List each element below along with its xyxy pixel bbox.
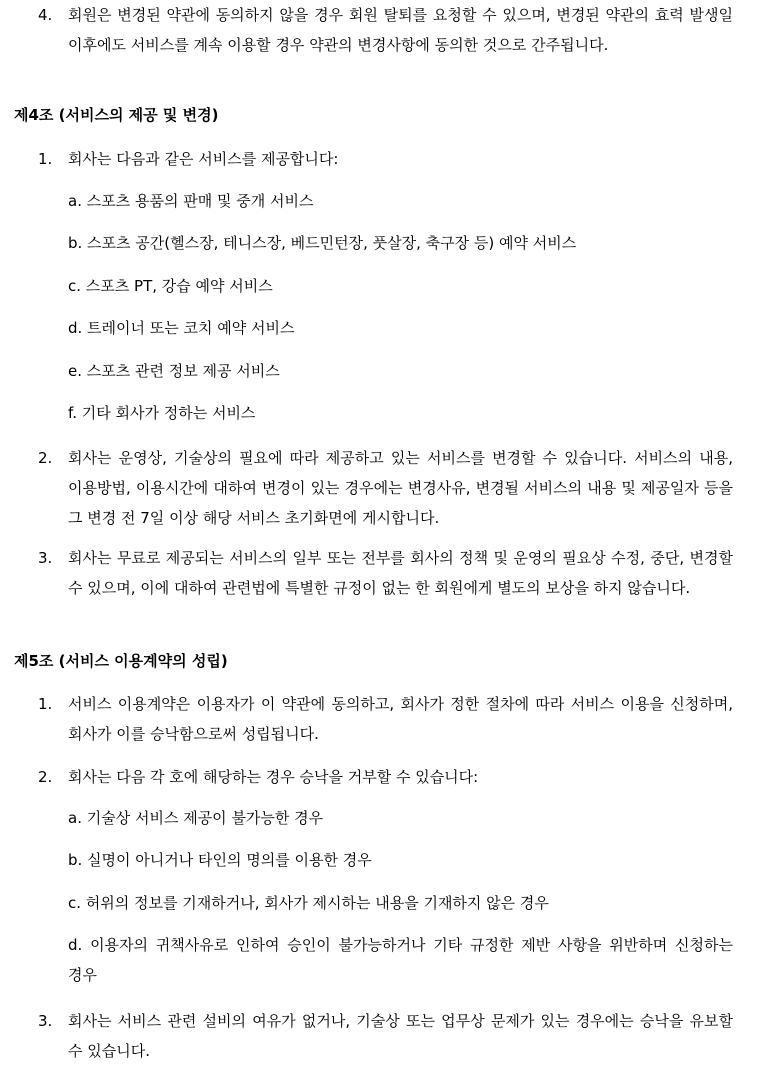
article4-subitem-f: f. 기타 회사가 정하는 서비스 — [68, 404, 256, 422]
article4-item2-text: 회사는 운영상, 기술상의 필요에 따라 제공하고 있는 서비스를 변경할 수 있습니다. 서비스의 내용, 이용방법, 이용시간에 대하여 변경이 있는 경우에는 변경사유, 변경될 서비스의 내용 및 제공일자 등을 그 변경 전 7일 이상 해당 서비스 초기화면에 게시합니다. — [68, 449, 733, 527]
article4-subitem-b: b. 스포츠 공간(헬스장, 테니스장, 베드민턴장, 풋살장, 축구장 등) 예약 서비스 — [68, 234, 577, 252]
article5-subitem-a: a. 기술상 서비스 제공이 불가능한 경우 — [68, 809, 324, 827]
item-number: 2. — [38, 449, 53, 467]
item-number: 3. — [38, 1012, 53, 1030]
article4-subitem-c: c. 스포츠 PT, 강습 예약 서비스 — [68, 277, 273, 295]
article4-item1-text: 회사는 다음과 같은 서비스를 제공합니다: — [68, 150, 339, 168]
article5-subitem-d: d. 이용자의 귀책사유로 인하여 승인이 불가능하거나 기타 규정한 제반 사항을 위반하며 신청하는 경우 — [68, 936, 733, 984]
item-number: 1. — [38, 695, 53, 713]
article5-heading: 제5조 (서비스 이용계약의 성립) — [14, 652, 228, 670]
item-number: 4. — [38, 6, 53, 24]
article4-subitem-a: a. 스포츠 용품의 판매 및 중개 서비스 — [68, 192, 314, 210]
item-number: 2. — [38, 768, 53, 786]
article4-heading: 제4조 (서비스의 제공 및 변경) — [14, 106, 219, 124]
article4-subitem-e: e. 스포츠 관련 정보 제공 서비스 — [68, 362, 280, 380]
article5-subitem-c: c. 허위의 정보를 기재하거나, 회사가 제시하는 내용을 기재하지 않은 경우 — [68, 894, 549, 912]
clause3-item4-text: 회원은 변경된 약관에 동의하지 않을 경우 회원 탈퇴를 요청할 수 있으며, 변경된 약관의 효력 발생일 이후에도 서비스를 계속 이용할 경우 약관의 변경사항에 동의한 것으로 간주됩니다. — [68, 6, 733, 54]
article5-item2-text: 회사는 다음 각 호에 해당하는 경우 승낙을 거부할 수 있습니다: — [68, 768, 479, 786]
item-number: 3. — [38, 549, 53, 567]
item-number: 1. — [38, 150, 53, 168]
article4-subitem-d: d. 트레이너 또는 코치 예약 서비스 — [68, 319, 295, 337]
article5-subitem-b: b. 실명이 아니거나 타인의 명의를 이용한 경우 — [68, 851, 372, 869]
article5-item3-text: 회사는 서비스 관련 설비의 여유가 없거나, 기술상 또는 업무상 문제가 있는 경우에는 승낙을 유보할 수 있습니다. — [68, 1012, 733, 1060]
article4-item3-text: 회사는 무료로 제공되는 서비스의 일부 또는 전부를 회사의 정책 및 운영의 필요상 수정, 중단, 변경할 수 있으며, 이에 대하여 관련법에 특별한 규정이 없는 한 회원에게 별도의 보상을 하지 않습니다. — [68, 549, 733, 597]
article5-item1-text: 서비스 이용계약은 이용자가 이 약관에 동의하고, 회사가 정한 절차에 따라 서비스 이용을 신청하며, 회사가 이를 승낙함으로써 성립됩니다. — [68, 695, 733, 743]
